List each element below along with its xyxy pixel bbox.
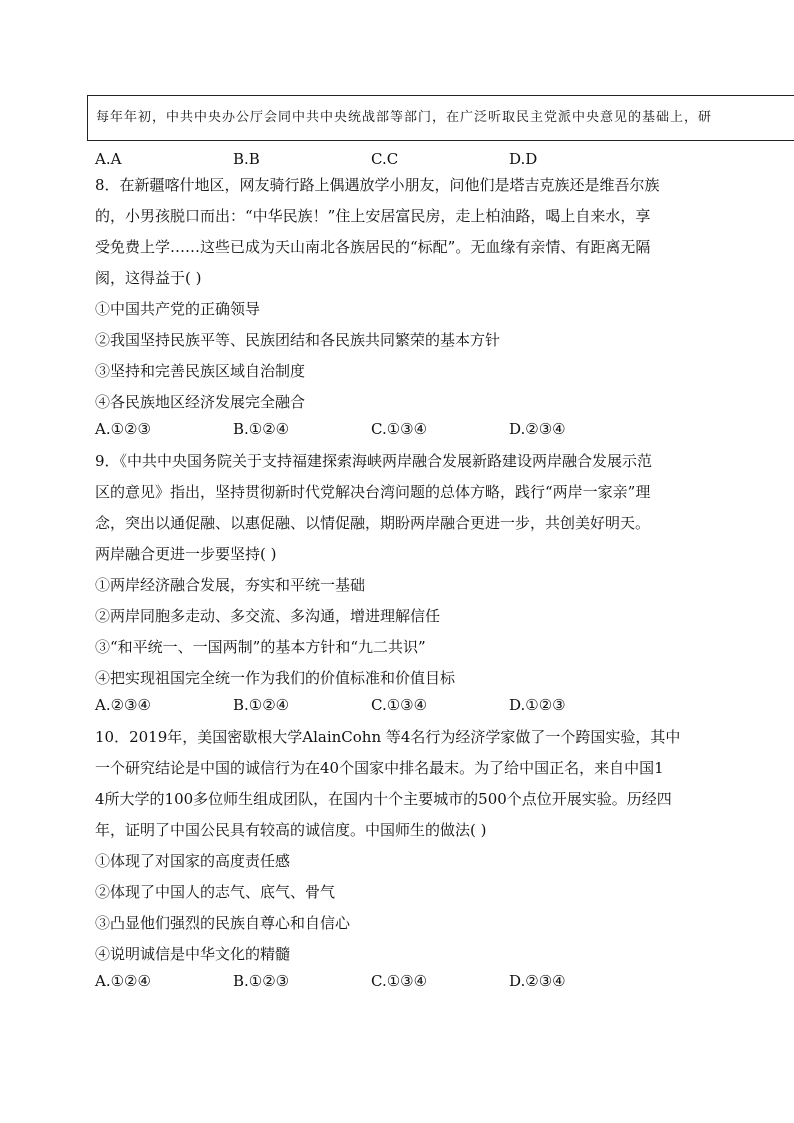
q8-option-b[interactable]: B.①②④ (233, 420, 290, 438)
q8-stem-line: 阂，这得益于( ) (95, 269, 202, 287)
q8-stem-line: 的，小男孩脱口而出：“中华民族！”住上安居富民房，走上柏油路，喝上自来水，享 (95, 207, 651, 225)
q9-options (95, 694, 715, 716)
q8-stem-line: 受免费上学……这些已成为天山南北各族居民的“标配”。无血缘有亲情、有距离无隔 (95, 238, 651, 256)
q10-option-c[interactable]: C.①③④ (371, 972, 428, 990)
q7-options (95, 148, 715, 170)
q7-option-b[interactable]: B.B (233, 150, 260, 168)
q8-option-d[interactable]: D.②③④ (509, 420, 566, 438)
question-9 (95, 446, 715, 716)
q10-stem-line: 一个研究结论是中国的诚信行为在40个国家中排名最末。为了给中国正名，来自中国1 (95, 759, 664, 777)
q8-item: ①中国共产党的正确领导 (95, 300, 261, 318)
question-10 (95, 722, 715, 992)
q9-stem-line: 9．《中共中央国务院关于支持福建探索海峡两岸融合发展新路建设两岸融合发展示范 (95, 452, 653, 470)
q8-item: ④各民族地区经济发展完全融合 (95, 393, 306, 411)
question-content (95, 148, 715, 992)
question-8 (95, 170, 715, 440)
q10-item: ④说明诚信是中华文化的精髓 (95, 945, 291, 963)
q9-option-d[interactable]: D.①②③ (509, 696, 566, 714)
q9-stem-line: 念，突出以通促融、以惠促融、以情促融，期盼两岸融合更进一步，共创美好明天。 (95, 514, 651, 532)
q10-item: ①体现了对国家的高度责任感 (95, 852, 291, 870)
q10-option-b[interactable]: B.①②③ (233, 972, 290, 990)
q9-item: ②两岸同胞多走动、多交流、多沟通，增进理解信任 (95, 607, 441, 625)
q10-item: ③凸显他们强烈的民族自尊心和自信心 (95, 914, 351, 932)
q9-option-a[interactable]: A.②③④ (95, 696, 151, 714)
q8-option-c[interactable]: C.①③④ (371, 420, 428, 438)
q10-item: ②体现了中国人的志气、底气、骨气 (95, 883, 336, 901)
q8-stem-line: 8．在新疆喀什地区，网友骑行路上偶遇放学小朋友，问他们是塔吉克族还是维吾尔族 (95, 176, 660, 194)
q9-stem-line: 区的意见》指出，坚持贯彻新时代党解决台湾问题的总体方略，践行“两岸一家亲”理 (95, 483, 651, 501)
q10-option-d[interactable]: D.②③④ (509, 972, 566, 990)
q10-stem-line: 10．2019年，美国密歇根大学AlainCohn 等4名行为经济学家做了一个跨国实验，其中 (95, 728, 681, 746)
q8-options (95, 418, 715, 440)
quote-box-text: 每年年初，中共中央办公厅会同中共中央统战部等部门，在广泛听取民主党派中央意见的基础上，研 (96, 110, 713, 125)
q9-option-b[interactable]: B.①②④ (233, 696, 290, 714)
q10-options (95, 970, 715, 992)
q7-option-c[interactable]: C.C (371, 150, 399, 168)
q9-option-c[interactable]: C.①③④ (371, 696, 428, 714)
q8-option-a[interactable]: A.①②③ (95, 420, 151, 438)
q8-item: ③坚持和完善民族区域自治制度 (95, 362, 306, 380)
q9-item: ④把实现祖国完全统一作为我们的价值标准和价值目标 (95, 669, 456, 687)
q10-stem-line: 年，证明了中国公民具有较高的诚信度。中国师生的做法( ) (95, 821, 487, 839)
q8-item: ②我国坚持民族平等、民族团结和各民族共同繁荣的基本方针 (95, 331, 501, 349)
q7-option-a[interactable]: A.A (95, 150, 122, 168)
q9-item: ①两岸经济融合发展，夯实和平统一基础 (95, 576, 366, 594)
q9-stem-line: 两岸融合更进一步要坚持( ) (95, 545, 277, 563)
quote-box (87, 95, 794, 141)
q10-option-a[interactable]: A.①②④ (95, 972, 151, 990)
q7-option-d[interactable]: D.D (509, 150, 538, 168)
q10-stem-line: 4所大学的100多位师生组成团队，在国内十个主要城市的500个点位开展实验。历经四 (95, 790, 672, 808)
q9-item: ③“和平统一、一国两制”的基本方针和“九二共识” (95, 638, 426, 656)
